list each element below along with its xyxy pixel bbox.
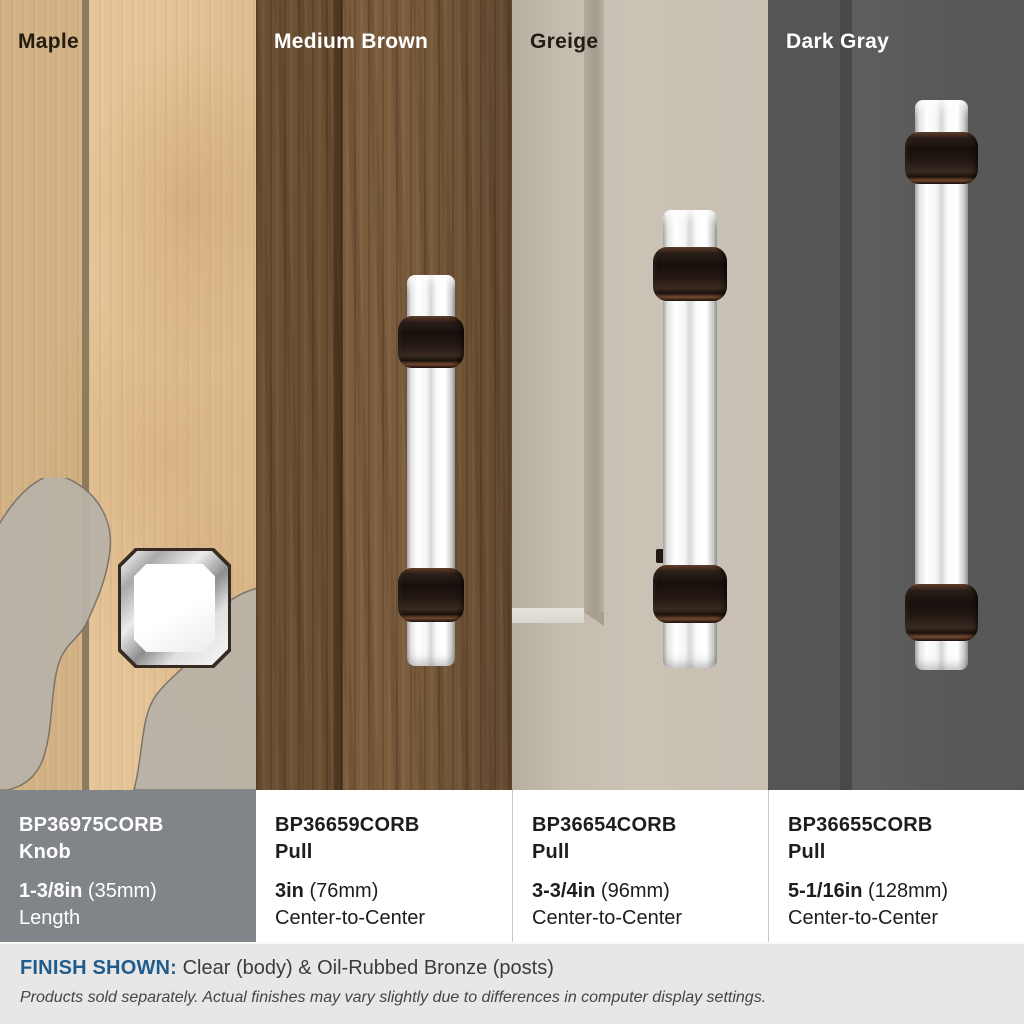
finish-column-dark-gray	[768, 0, 1024, 942]
size-metric: (96mm)	[600, 880, 670, 903]
dark-gray-door-swatch	[768, 0, 1024, 790]
finish-label: Medium Brown	[274, 30, 429, 53]
knob-product-image	[118, 548, 231, 668]
product-size-block	[788, 878, 1010, 931]
panel-bevel-horizontal	[512, 608, 584, 623]
product-code: BP36655CORB	[788, 814, 933, 836]
size-caption: Center-to-Center	[532, 906, 683, 929]
product-type: Pull	[532, 840, 570, 863]
product-code-block	[532, 812, 754, 865]
pull-post-bottom	[905, 584, 978, 641]
size-caption: Length	[19, 906, 81, 929]
product-size-block	[19, 878, 242, 931]
product-info-panel	[768, 790, 1024, 942]
product-code-block	[788, 812, 1010, 865]
product-info-panel	[0, 790, 256, 942]
pull-post-top	[905, 132, 978, 184]
finish-shown-bar	[0, 942, 1024, 1024]
product-size-block	[275, 878, 498, 931]
medium-brown-door-swatch	[256, 0, 512, 790]
product-type: Pull	[275, 840, 313, 863]
size-value: 1-3/8in	[19, 880, 83, 903]
panel-bevel-vertical	[584, 0, 604, 612]
knob-face	[134, 564, 215, 652]
size-value: 3in	[275, 880, 304, 903]
finish-shown-line	[20, 957, 1024, 980]
finish-label: Greige	[530, 30, 599, 53]
knob-bevel	[121, 551, 228, 665]
size-value: 3-3/4in	[532, 880, 596, 903]
size-value: 5-1/16in	[788, 880, 863, 903]
product-code-block	[19, 812, 242, 865]
product-type: Pull	[788, 840, 826, 863]
pull-post-top	[653, 247, 727, 301]
finish-label: Dark Gray	[786, 30, 890, 53]
maple-door-swatch	[0, 0, 256, 790]
size-metric: (76mm)	[309, 880, 379, 903]
product-code: BP36659CORB	[275, 814, 420, 836]
finish-shown-label: FINISH SHOWN:	[20, 957, 178, 979]
size-metric: (128mm)	[868, 880, 949, 903]
product-size-block	[532, 878, 754, 931]
pull-post-bottom	[398, 568, 464, 622]
size-metric: (35mm)	[87, 880, 157, 903]
finish-column-medium-brown	[256, 0, 512, 942]
product-info-panel	[512, 790, 768, 942]
product-code: BP36975CORB	[19, 814, 164, 836]
finish-label: Maple	[18, 30, 80, 53]
greige-door-swatch	[512, 0, 768, 790]
finish-shown-value: Clear (body) & Oil-Rubbed Bronze (posts)	[182, 957, 554, 979]
product-code-block	[275, 812, 498, 865]
product-info-panel	[256, 790, 512, 942]
disclaimer-text: Products sold separately. Actual finishes may vary slightly due to differences in computer display settings.	[20, 989, 767, 1006]
pull-post-bottom	[653, 565, 727, 623]
finish-column-maple	[0, 0, 256, 942]
size-caption: Center-to-Center	[275, 906, 426, 929]
size-caption: Center-to-Center	[788, 906, 939, 929]
product-code: BP36654CORB	[532, 814, 677, 836]
product-type: Knob	[19, 840, 71, 863]
pull-post-top	[398, 316, 464, 368]
finish-column-greige	[512, 0, 768, 942]
